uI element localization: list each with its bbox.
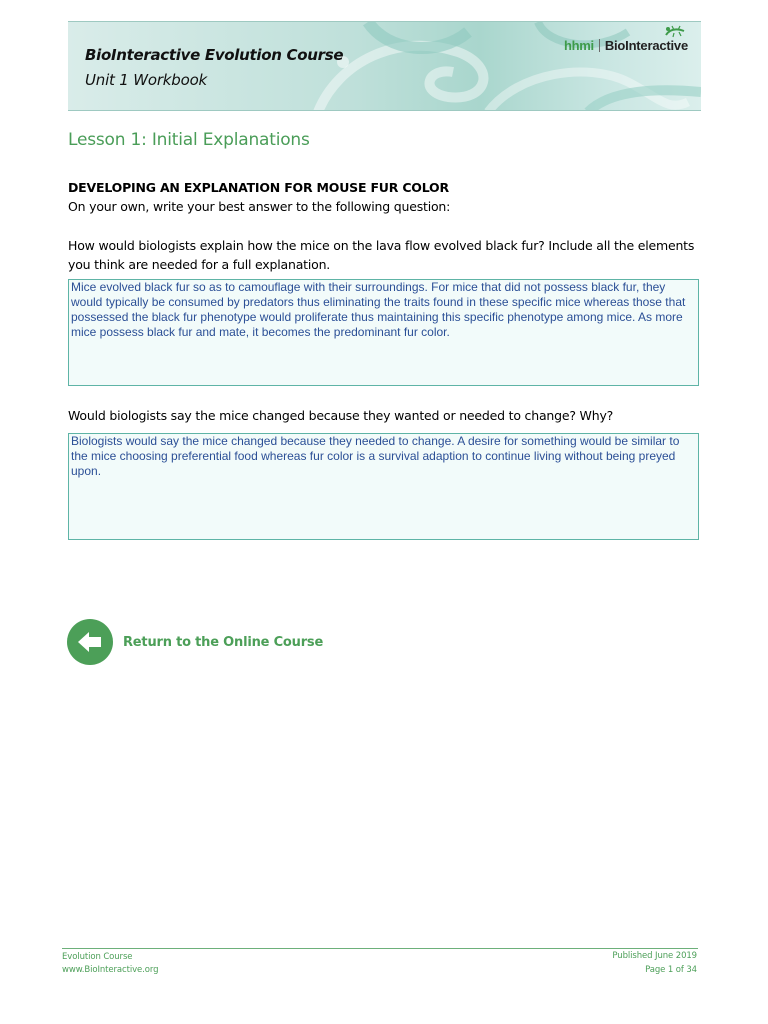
lesson-title: Lesson 1: Initial Explanations: [68, 130, 310, 150]
brand-biointeractive: BioInteractive: [604, 37, 688, 53]
answer-1-field[interactable]: Mice evolved black fur so as to camouflage with their surroundings. For mice that did not possess black fur, they would typically be consumed by predators thus eliminating the traits found in these specific mice whereas those that possessed the black fur phenotype would proliferate thus maintaining this specific phenotype among mice. As more mice possess black fur and mate, it becomes the predominant fur color.: [68, 279, 699, 386]
brand-separator: [599, 39, 600, 52]
brand-logo: [564, 37, 688, 53]
question-2-prompt: Would biologists say the mice changed because they wanted or needed to change? Why?: [68, 408, 614, 423]
arrow-left-icon[interactable]: [67, 619, 113, 665]
question-1-prompt: How would biologists explain how the mice on the lava flow evolved black fur? Include all the elements you think are needed for a full explanation.: [68, 238, 695, 272]
answer-2-field[interactable]: Biologists would say the mice changed because they needed to change. A desire for something would be similar to the mice choosing preferential food whereas fur color is a survival adaption to continue living without being preyed upon.: [68, 433, 699, 540]
footer-published-date: Published June 2019: [612, 951, 697, 961]
footer-course-name: Evolution Course: [62, 952, 133, 962]
return-to-course-link[interactable]: [67, 619, 323, 665]
footer-page-number: Page 1 of 34: [645, 965, 697, 975]
footer-website: www.BioInteractive.org: [62, 965, 159, 975]
instructions-text: On your own, write your best answer to the following question:: [68, 199, 451, 214]
course-title: BioInteractive Evolution Course: [85, 46, 344, 64]
return-link-label[interactable]: Return to the Online Course: [123, 634, 324, 650]
section-heading: DEVELOPING AN EXPLANATION FOR MOUSE FUR COLOR: [68, 180, 449, 195]
unit-title: Unit 1 Workbook: [85, 71, 208, 89]
decorative-swirl-graphic: [68, 22, 701, 111]
brand-hhmi: hhmi: [563, 37, 594, 53]
footer-divider: [62, 948, 698, 949]
document-header: [68, 21, 701, 111]
